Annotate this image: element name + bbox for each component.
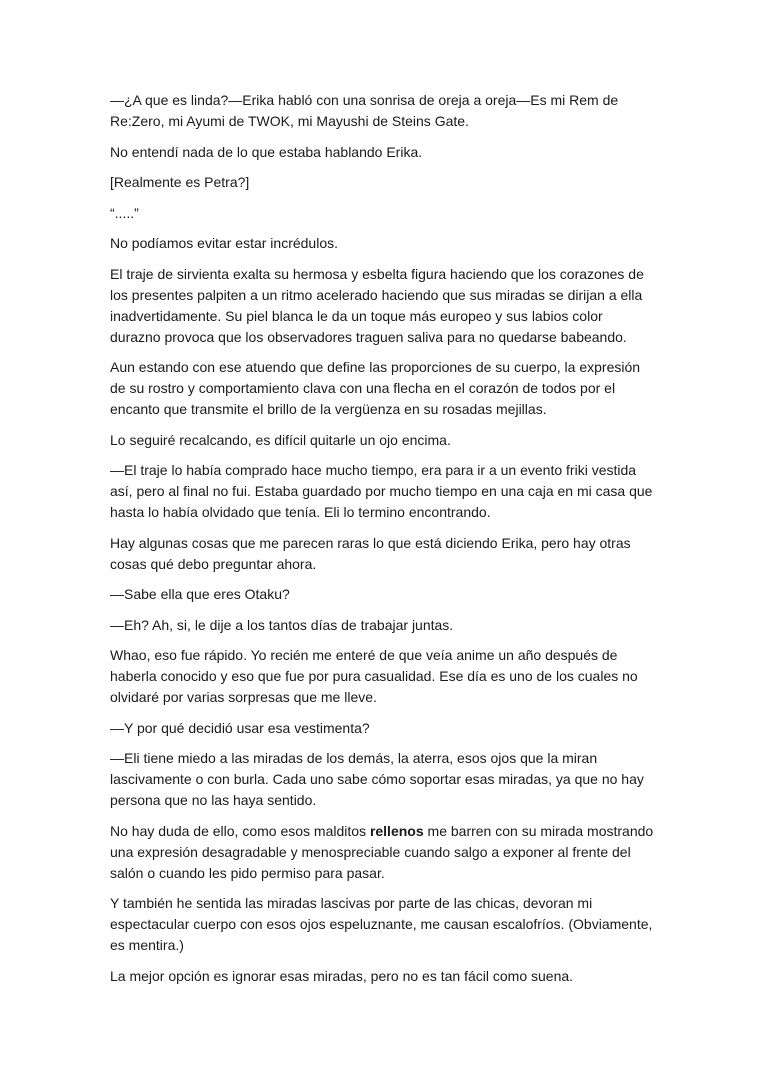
paragraph-16 [110,821,655,884]
paragraph-4: “.....” [110,204,139,221]
paragraph-16-end: me barren con su mirada mostrando una expresión desagradable y menospreciable cuando salgo a exponer al frente del salón o cuando les pido permiso para pasar. [110,822,654,881]
paragraph-9: —El traje lo había comprado hace mucho tiempo, era para ir a un evento friki vestida así, pero al final no fui. Estaba guardado por mucho tiempo en una caja en mi casa que hasta lo había olvidado que tenía. Eli lo termino encontrando. [110,462,653,520]
paragraph-12: —Eh? Ah, si, le dije a los tantos días de trabajar juntas. [110,616,454,633]
paragraph-8: Lo seguiré recalcando, es difícil quitarle un ojo encima. [110,431,451,448]
paragraph-3: [Realmente es Petra?] [110,174,250,190]
paragraph-6: El traje de sirvienta exalta su hermosa y esbelta figura haciendo que los corazones de los presentes palpiten a un ritmo acelerado haciendo que sus miradas se dirijan a ella inadvertidamente. Su piel blanca le da un toque más europeo y sus labios color durazno provoca que los observadores traguen saliva para no quedarse babeando. [110,265,644,345]
document-body [110,90,655,996]
paragraph-1: —¿A que es linda?—Erika habló con una sonrisa de oreja a oreja—Es mi Rem de Re:Zero, mi Ayumi de TWOK, mi Mayushi de Steins Gate. [110,92,619,129]
paragraph-7: Aun estando con ese atuendo que define las proporciones de su cuerpo, la expresión de su rostro y comportamiento clava con una flecha en el corazón de todos por el encanto que transmite el brillo de la vergüenza en su rosadas mejillas. [110,359,641,417]
paragraph-11: —Sabe ella que eres Otaku? [110,586,290,602]
paragraph-17: Y también he sentida las miradas lascivas por parte de las chicas, devoran mi espectacular cuerpo con esos ojos espeluznante, me causan escalofríos. (Obviamente, es mentira.) [110,895,653,953]
paragraph-14: —Y por qué decidió usar esa vestimenta? [110,719,370,736]
paragraph-18: La mejor opción es ignorar esas miradas, pero no es tan fácil como suena. [110,967,574,984]
bold-word-rellenos: rellenos [369,822,424,839]
paragraph-2: No entendí nada de lo que estaba hablando Erika. [110,143,423,160]
paragraph-16-start: No hay duda de ello, como esos malditos [110,822,370,839]
paragraph-5: No podíamos evitar estar incrédulos. [110,235,338,251]
paragraph-13: Whao, eso fue rápido. Yo recién me enteré de que veía anime un año después de haberla conocido y eso que fue por pura casualidad. Ese día es uno de los cuales no olvidaré por varias sorpresas que me lleve. [110,647,638,705]
paragraph-15: —Eli tiene miedo a las miradas de los demás, la aterra, esos ojos que la miran lascivamente o con burla. Cada uno sabe cómo soportar esas miradas, ya que no hay persona que no las haya sentido. [110,750,644,808]
paragraph-10: Hay algunas cosas que me parecen raras lo que está diciendo Erika, pero hay otras cosas qué debo preguntar ahora. [110,534,631,572]
